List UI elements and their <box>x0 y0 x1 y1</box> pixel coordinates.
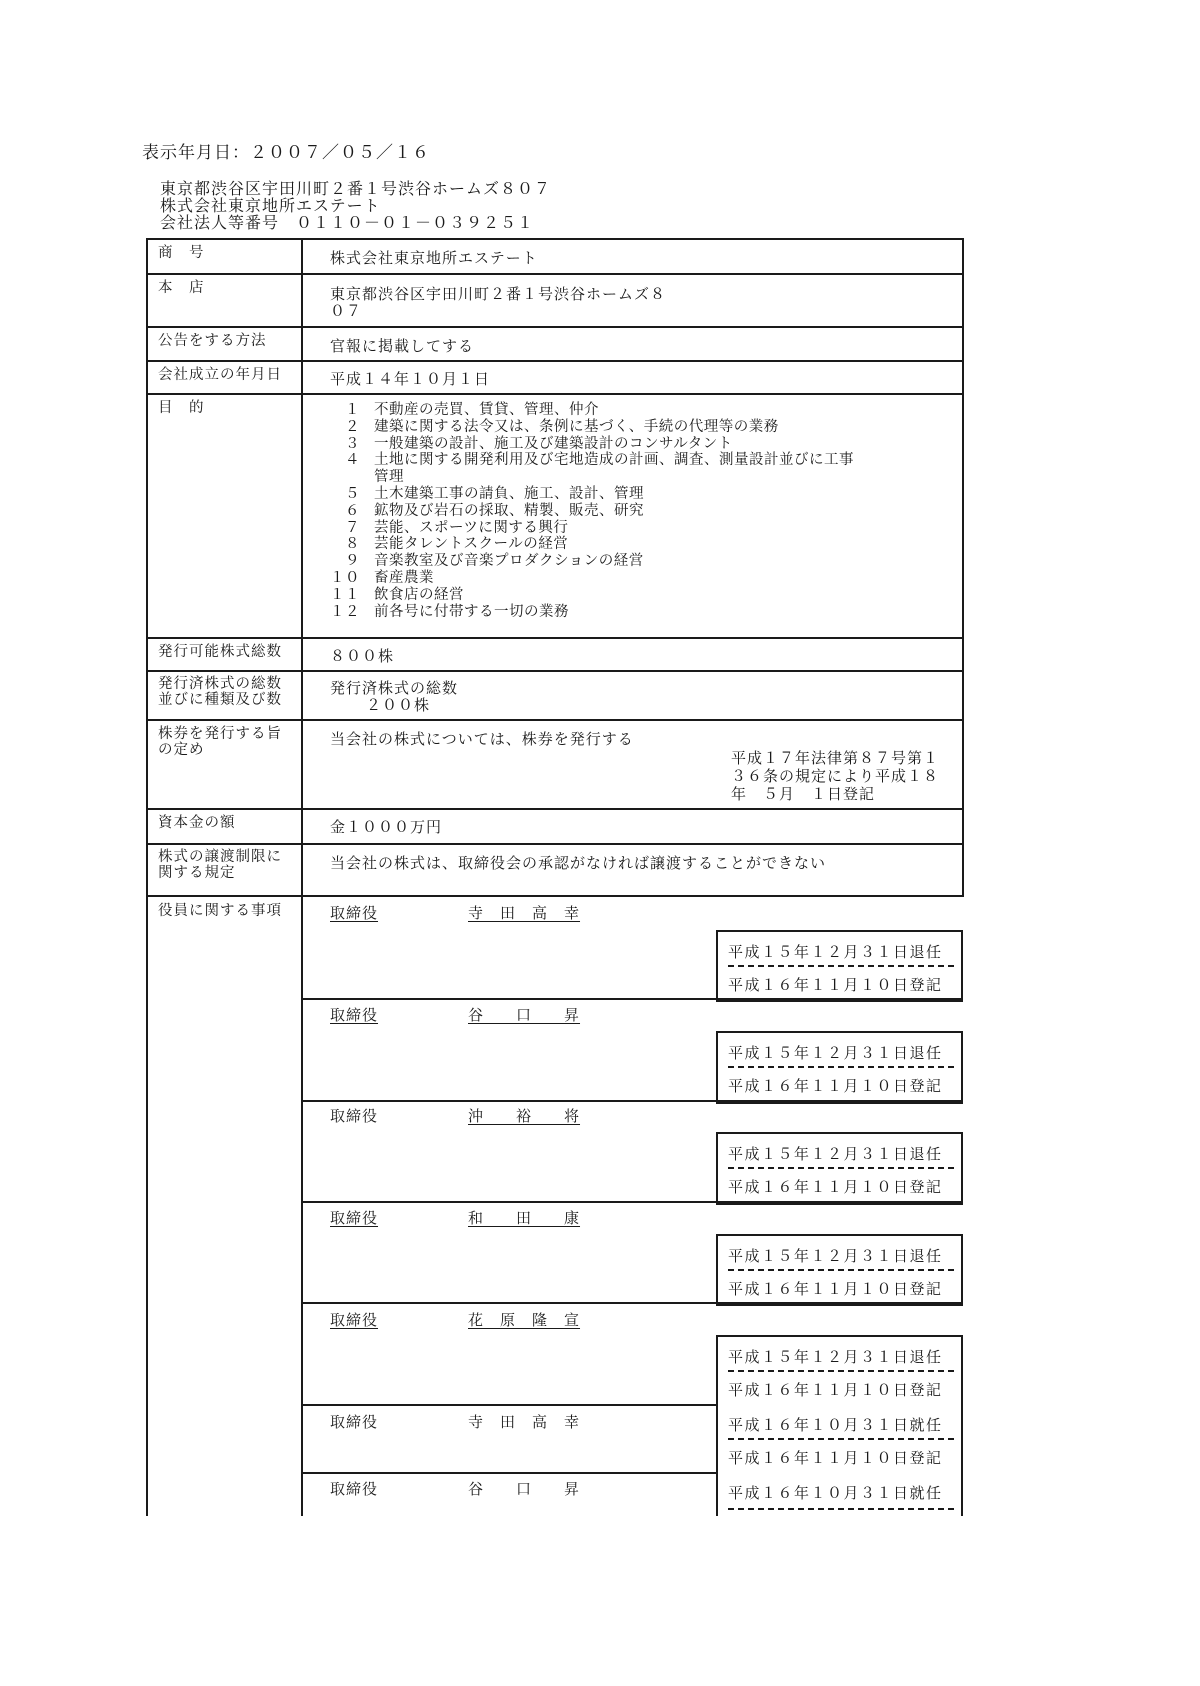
officer-name: 花 原 隆 宣 <box>468 1311 581 1329</box>
officer-date: 平成１６年１１月１０日登記 <box>728 1077 943 1095</box>
value-established: 平成１４年１０月１日 <box>330 370 491 388</box>
purpose-item: １ 不動産の売買、賃貸、管理、仲介 <box>345 402 599 418</box>
officer-date: 平成１６年１１月１０日登記 <box>728 1178 943 1196</box>
officer-name: 寺 田 高 幸 <box>468 904 581 922</box>
purpose-item: ９ 音楽教室及び音楽プロダクションの経営 <box>345 553 644 570</box>
display-date: 表示年月日：２００７／０５／１６ <box>142 143 430 163</box>
table-right-border <box>962 238 964 897</box>
value-public-notice: 官報に掲載してする <box>330 337 475 355</box>
officer-name: 寺 田 高 幸 <box>468 1413 581 1431</box>
certificates-note-line3: 年 ５月 １日登記 <box>731 785 876 803</box>
officer-date-box <box>716 1031 963 1104</box>
purpose-item: 管理 <box>374 469 404 486</box>
officer-title: 取締役 <box>330 1480 379 1498</box>
officer-name: 谷 口 昇 <box>468 1480 581 1498</box>
purpose-item: ２ 建築に関する法令又は、条例に基づく、手続の代理等の業務 <box>345 418 779 435</box>
table-left-border <box>146 238 148 1516</box>
officer-date: 平成１５年１２月３１日退任 <box>728 1044 943 1062</box>
label-authorized-shares: 発行可能株式総数 <box>158 644 282 660</box>
officer-date: 平成１５年１２月３１日退任 <box>728 1348 943 1366</box>
header-corp-number: 会社法人等番号 ０１１０－０１－０３９２５１ <box>160 213 535 232</box>
purpose-item: １２ 前各号に付帯する一切の業務 <box>330 603 569 620</box>
label-certificates-line2: の定め <box>158 742 205 758</box>
officer-date: 平成１５年１２月３１日退任 <box>728 1145 943 1163</box>
officer-date: 平成１５年１２月３１日退任 <box>728 1247 943 1265</box>
officer-name: 谷 口 昇 <box>468 1006 581 1024</box>
table-column-divider <box>301 238 303 1516</box>
label-transfer-restriction-line2: 関する規定 <box>158 865 236 881</box>
label-capital: 資本金の額 <box>158 815 236 831</box>
officer-title: 取締役 <box>330 1006 379 1024</box>
officer-date: 平成１６年１１月１０日登記 <box>728 976 943 994</box>
certificates-note-line1: 平成１７年法律第８７号第１ <box>731 749 940 767</box>
header-company: 株式会社東京地所エステート <box>160 196 381 215</box>
purpose-list <box>326 402 854 620</box>
label-issued-shares-line2: 並びに種類及び数 <box>158 692 282 708</box>
officer-title: 取締役 <box>330 1107 379 1125</box>
officer-date: 平成１６年１１月１０日登記 <box>728 1280 943 1298</box>
label-certificates-line1: 株券を発行する旨 <box>158 726 282 742</box>
value-issued-shares-line1: 発行済株式の総数 <box>330 679 459 697</box>
purpose-item: ８ 芸能タレントスクールの経営 <box>345 536 569 553</box>
officer-date-box <box>716 1335 963 1408</box>
label-public-notice: 公告をする方法 <box>158 333 267 349</box>
label-officers: 役員に関する事項 <box>158 903 282 919</box>
label-issued-shares-line1: 発行済株式の総数 <box>158 676 282 692</box>
value-certificates: 当会社の株式については、株券を発行する <box>330 730 634 748</box>
label-purpose: 目 的 <box>158 400 205 416</box>
label-trade-name: 商 号 <box>158 245 205 261</box>
purpose-item: ７ 芸能、スポーツに関する興行 <box>345 519 569 536</box>
officer-title: 取締役 <box>330 1311 379 1329</box>
officer-title: 取締役 <box>330 1413 379 1431</box>
officer-date: 平成１５年１２月３１日退任 <box>728 943 943 961</box>
certificates-note-line2: ３６条の規定により平成１８ <box>731 767 940 785</box>
officer-date-box <box>716 1132 963 1205</box>
label-transfer-restriction-line1: 株式の譲渡制限に <box>158 849 282 865</box>
value-trade-name: 株式会社東京地所エステート <box>330 249 538 267</box>
officer-name: 和 田 康 <box>468 1209 581 1227</box>
officer-title: 取締役 <box>330 904 379 922</box>
purpose-item: ４ 土地に関する開発利用及び宅地造成の計画、調査、測量設計並びに工事 <box>345 452 854 469</box>
header-address: 東京都渋谷区宇田川町２番１号渋谷ホームズ８０７ <box>160 179 552 198</box>
label-head-office: 本 店 <box>158 280 205 296</box>
officer-name: 沖 裕 将 <box>468 1107 581 1125</box>
officer-date: 平成１６年１０月３１日就任 <box>728 1484 943 1502</box>
officer-date-box <box>716 1472 963 1516</box>
purpose-item: ３ 一般建築の設計、施工及び建築設計のコンサルタント <box>345 435 733 452</box>
officer-date: 平成１６年１０月３１日就任 <box>728 1416 943 1434</box>
value-capital: 金１０００万円 <box>330 818 443 836</box>
purpose-item: ６ 鉱物及び岩石の採取、精製、販売、研究 <box>345 502 644 519</box>
purpose-item: ５ 土木建築工事の請負、施工、設計、管理 <box>345 485 644 502</box>
value-issued-shares-line2: ２００株 <box>366 696 431 714</box>
value-head-office-line1: 東京都渋谷区宇田川町２番１号渋谷ホームズ８ <box>330 285 667 303</box>
officer-date-box <box>716 1404 963 1474</box>
officer-date: 平成１６年１１月１０日登記 <box>728 1449 943 1467</box>
officer-date-box <box>716 930 963 1002</box>
officer-date-box <box>716 1234 963 1306</box>
officer-date: 平成１６年１１月１０日登記 <box>728 1381 943 1399</box>
value-authorized-shares: ８００株 <box>330 647 395 665</box>
purpose-item: １０ 畜産農業 <box>330 569 434 586</box>
value-head-office-line2: ０７ <box>330 302 363 320</box>
label-established: 会社成立の年月日 <box>158 367 282 383</box>
purpose-item: １１ 飲食店の経営 <box>330 586 464 603</box>
value-transfer-restriction: 当会社の株式は、取締役会の承認がなければ譲渡することができない <box>330 854 827 872</box>
officer-title: 取締役 <box>330 1209 379 1227</box>
